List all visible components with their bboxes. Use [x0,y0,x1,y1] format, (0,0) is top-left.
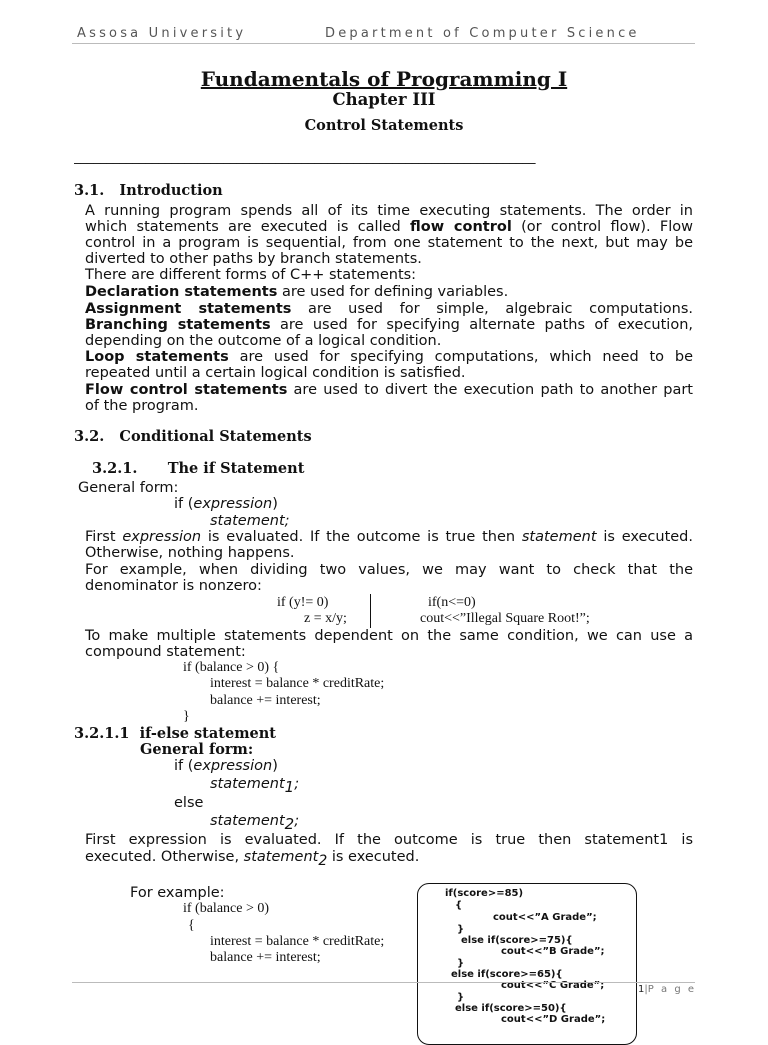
loop-statements-cont: repeated until a certain logical condition is satisfied. [85,365,466,381]
if-else-example-code-2: { [188,918,195,933]
code-line: } [457,924,465,935]
branching-statements-cont: depending on the outcome of a logical condition. [85,333,442,349]
if-else-example-code-1: if (balance > 0) [183,901,270,916]
flow-control-statements: Flow control statements are used to divert the execution path to another part [85,382,693,398]
header-rule [72,43,695,44]
if-syntax-statement: statement; [210,513,290,529]
compound-intro-line-2: compound statement: [85,644,246,660]
loop-statements: Loop statements are used for specifying computations, which need to be [85,349,693,365]
if-else-syntax-if: if (expression) [174,758,278,774]
if-else-example-code-4: balance += interest; [210,950,321,965]
example-code-left-2: z = x/y; [304,611,347,626]
page-number: 1 [638,984,645,995]
page-separator: | [644,984,648,995]
section-3-2-1-heading: 3.2.1. The if Statement [92,460,305,477]
if-description-line-2: Otherwise, nothing happens. [85,545,295,561]
code-line: cout<<”C Grade”; [501,980,605,991]
if-else-example-label: For example: [130,885,225,901]
code-line: if(score>=85) [445,888,524,899]
if-else-example-code-3: interest = balance * creditRate; [210,934,385,949]
example-code-right-1: if(n<=0) [428,595,476,610]
header-university: Assosa University [77,26,247,41]
chapter-topic: Control Statements [304,117,464,134]
example-intro-line-2: denominator is nonzero: [85,578,262,594]
example-divider [370,594,371,628]
code-line: else if(score>=50){ [455,1003,567,1014]
compound-code-2: interest = balance * creditRate; [210,676,385,691]
if-syntax-line: if (expression) [174,496,278,512]
compound-code-1: if (balance > 0) { [183,660,280,675]
example-intro-line-1: For example, when dividing two values, we may want to check that the [85,562,693,578]
example-code-right-2: cout<<”Illegal Square Root!”; [420,611,590,626]
page-footer [638,984,696,995]
section-3-2-1-1-heading: 3.2.1.1 if-else statement [74,725,277,742]
code-line: else if(score>=75){ [461,935,573,946]
branching-statements: Branching statements are used for specifying alternate paths of execution, [85,317,694,333]
if-else-description-line-1: First expression is evaluated. If the outcome is true then statement1 is [85,832,693,848]
compound-code-4: } [183,709,190,724]
compound-intro-line-1: To make multiple statements dependent on the same condition, we can use a [85,628,693,644]
declaration-statements: Declaration statements are used for defining variables. [85,284,509,300]
flow-control-statements-cont: of the program. [85,398,199,414]
grade-code-box [417,883,637,1045]
intro-line-2: which statements are executed is called flow control (or control flow). Flow [85,219,693,235]
code-line: } [457,958,465,969]
assignment-statements: Assignment statements are used for simple, algebraic computations. [85,301,693,317]
if-general-form-label: General form: [78,480,179,496]
example-code-left-1: if (y!= 0) [277,595,329,610]
code-line: else if(score>=65){ [451,969,563,980]
if-else-syntax-else: else [174,795,204,811]
document-title: Fundamentals of Programming I [200,67,568,91]
if-else-general-form-label: General form: [140,741,254,758]
compound-code-3: balance += interest; [210,693,321,708]
section-3-2-heading: 3.2. Conditional Statements [74,428,312,445]
code-line: cout<<”B Grade”; [501,946,605,957]
if-else-description-line-2: executed. Otherwise, statement2 is executed. [85,849,420,869]
if-description-line-1: First expression is evaluated. If the outcome is true then statement is executed. [85,529,694,545]
intro-line-4: diverted to other paths by branch statements. [85,251,422,267]
footer-rule [72,982,695,983]
page-label: P a g e [647,984,696,995]
title-rule: _______________________________________________________________________ [74,150,536,165]
intro-line-3: control in a program is sequential, from one statement to the next, but may be [85,235,693,251]
code-line: { [455,900,463,911]
code-line: cout<<”D Grade”; [501,1014,606,1025]
code-line: } [457,992,465,1003]
section-3-1-heading: 3.1. Introduction [74,182,223,199]
header-department: Department of Computer Science [325,26,640,41]
if-else-syntax-statement1: statement1; [210,776,300,796]
if-else-syntax-statement2: statement2; [210,813,300,833]
code-line: cout<<”A Grade”; [493,912,597,923]
intro-line-1: A running program spends all of its time executing statements. The order in [85,203,693,219]
chapter-title: Chapter III [332,90,436,109]
statement-forms-intro: There are different forms of C++ statements: [85,267,417,283]
